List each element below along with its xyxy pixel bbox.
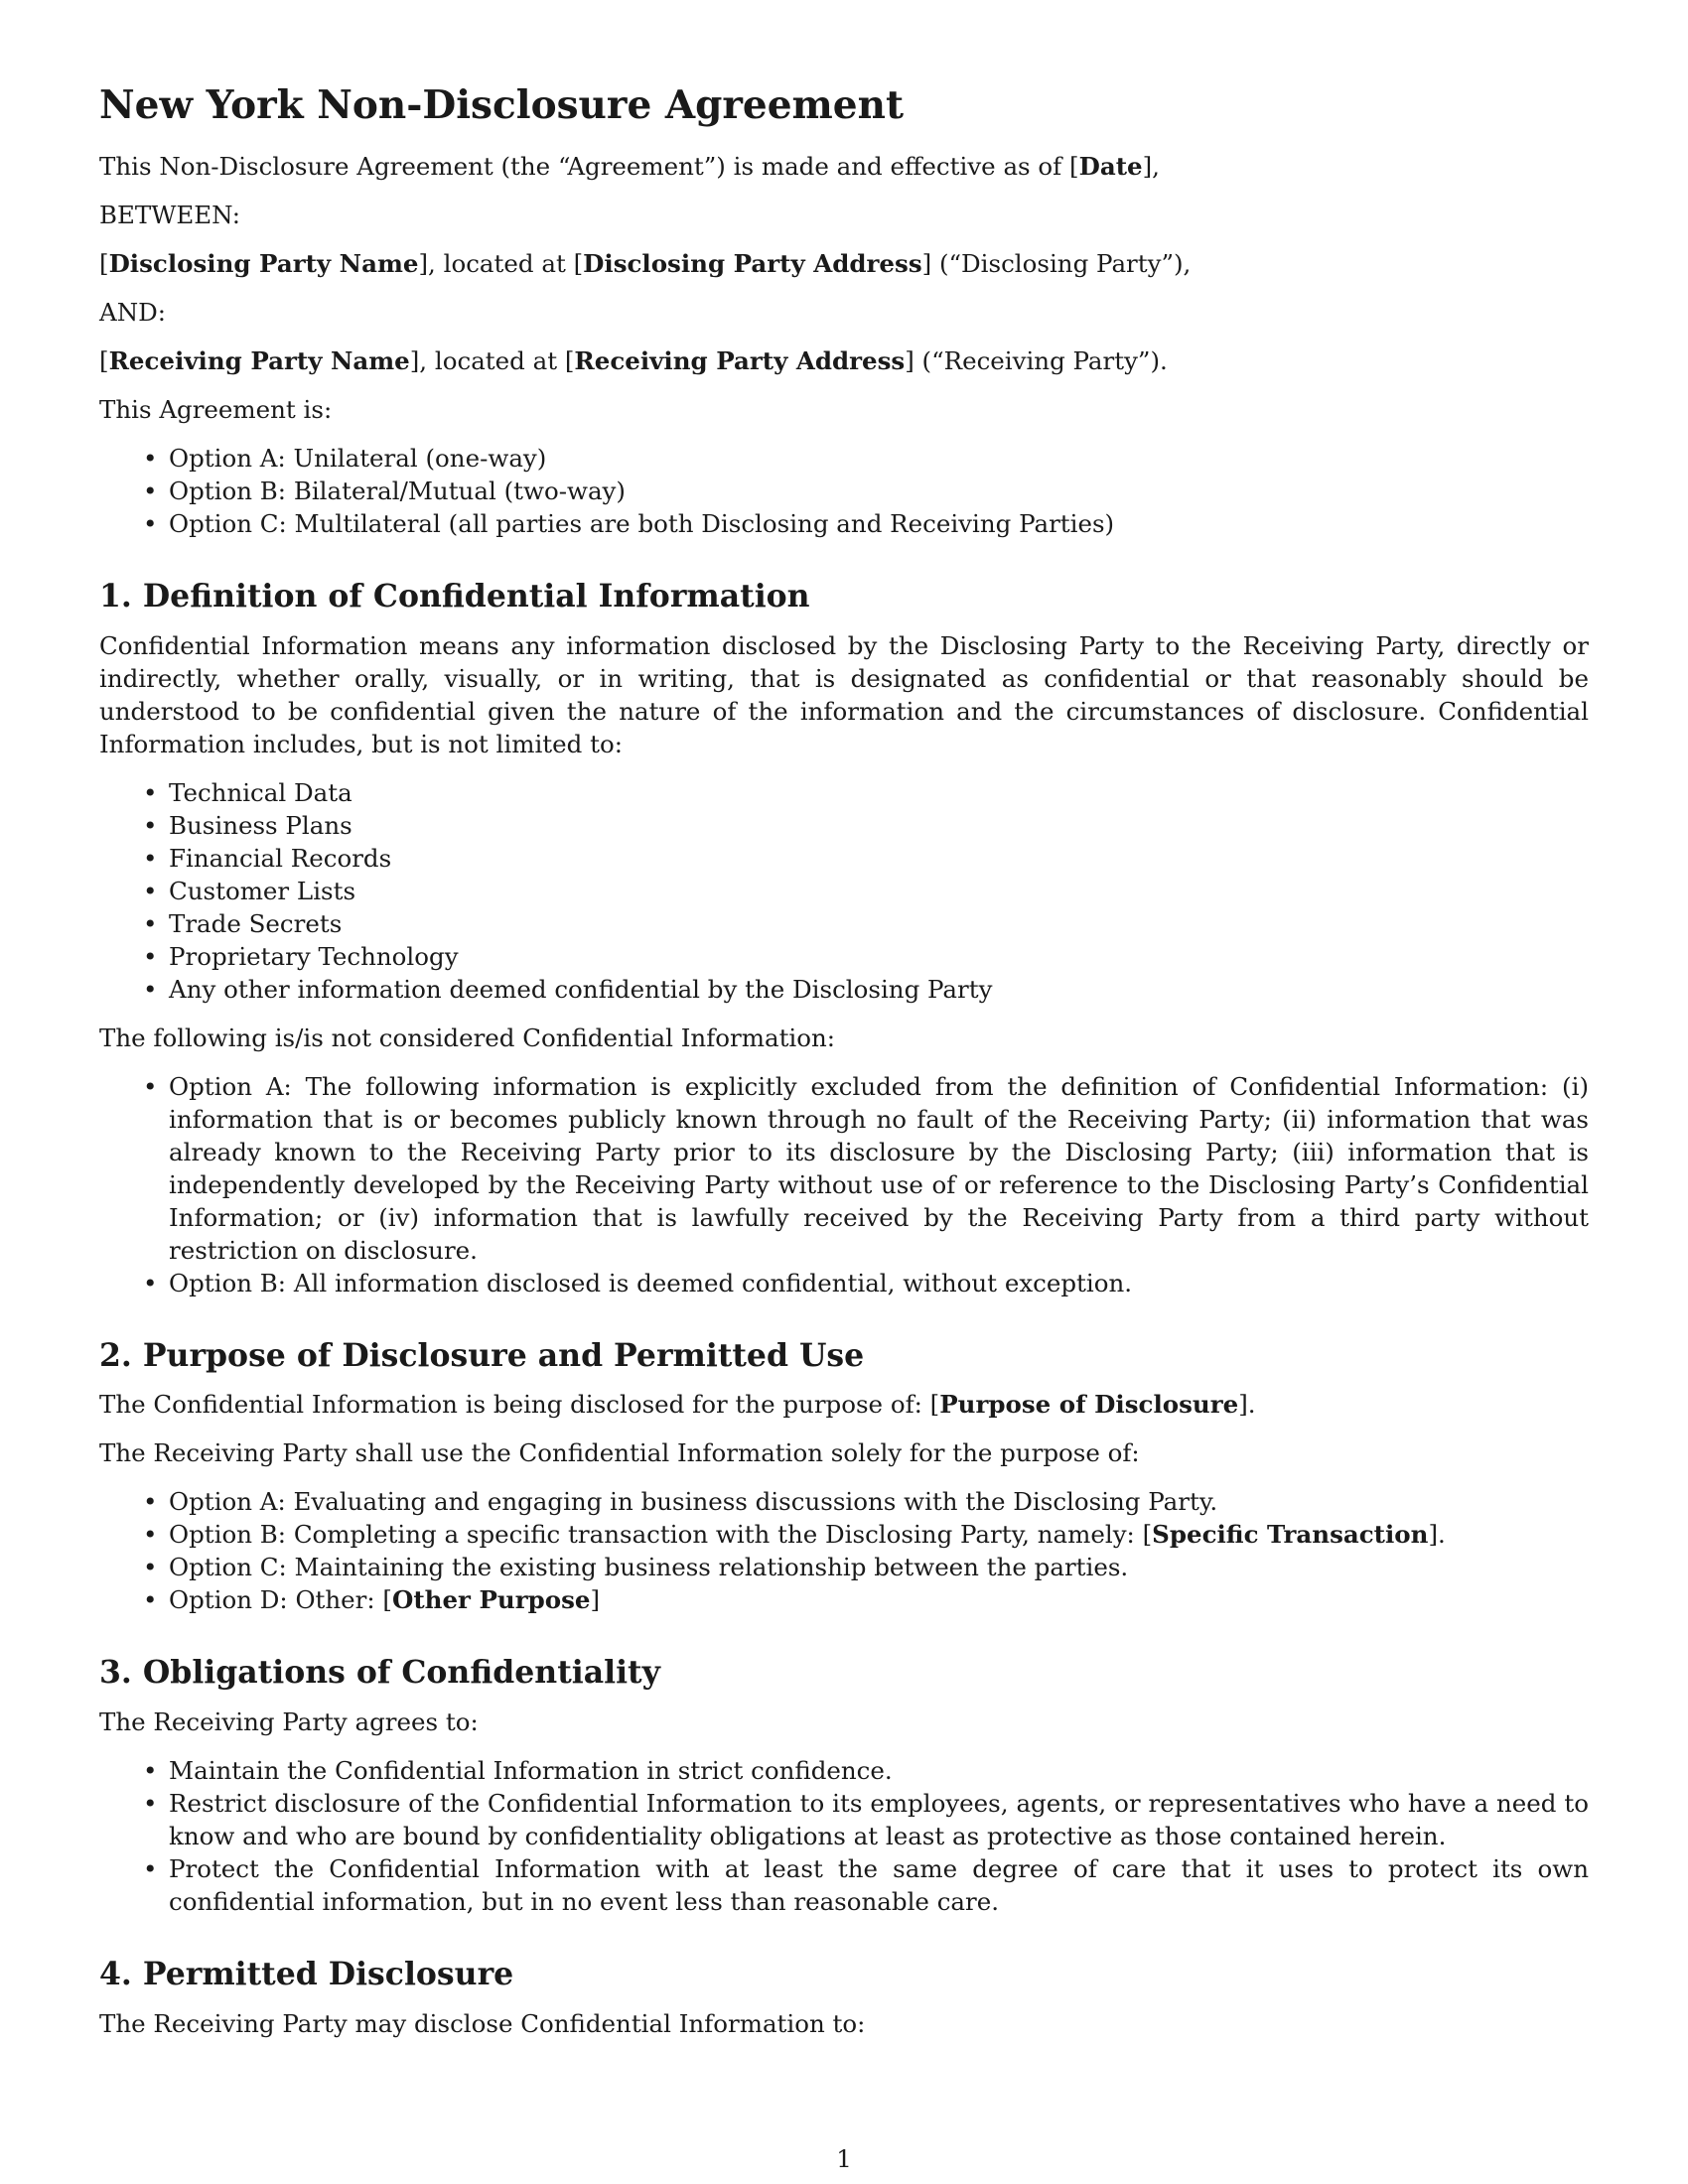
list-item: • Any other information deemed confidential by the Disclosing Party	[169, 973, 1589, 1006]
obligations-list	[99, 1754, 1589, 1918]
specific-transaction-field: Specific Transaction	[1152, 1520, 1429, 1550]
use-options-list	[99, 1485, 1589, 1616]
exclusion-options-list	[99, 1070, 1589, 1299]
list-item: • Customer Lists	[169, 875, 1589, 907]
section-4-intro: The Receiving Party may disclose Confidential Information to:	[99, 2009, 866, 2039]
disclosing-party-name-field: Disclosing Party Name	[108, 248, 419, 278]
list-item: • Option B: All information disclosed is deemed confidential, without exception.	[169, 1267, 1589, 1299]
section-3-heading: 3. Obligations of Confidentiality	[99, 1654, 660, 1692]
list-item: • Protect the Confidential Information with at least the same degree of care that it uses to protect its own confidential information, but in no event less than reasonable care.	[169, 1852, 1589, 1918]
confidential-items-list	[99, 776, 1589, 1006]
list-item: • Option C: Multilateral (all parties are both Disclosing and Receiving Parties)	[169, 507, 1589, 540]
document-page	[99, 83, 1589, 2056]
exclusions-intro: The following is/is not considered Confidential Information:	[99, 1023, 836, 1052]
list-item: • Option A: Unilateral (one-way)	[169, 442, 1589, 475]
agreement-type-intro: This Agreement is:	[99, 394, 333, 424]
purpose-paragraph: The Confidential Information is being disclosed for the purpose of: [Purpose of Disclosure].	[99, 1390, 1256, 1420]
list-item: • Business Plans	[169, 809, 1589, 842]
list-item: • Financial Records	[169, 842, 1589, 875]
section-4-heading: 4. Permitted Disclosure	[99, 1956, 514, 1993]
document-title: New York Non-Disclosure Agreement	[99, 82, 904, 128]
use-intro: The Receiving Party shall use the Confidential Information solely for the purpose of:	[99, 1438, 1140, 1468]
list-item: • Option B: Completing a specific transaction with the Disclosing Party, namely: [Specific Transaction].	[169, 1518, 1589, 1551]
disclosing-party-line: [Disclosing Party Name], located at [Disclosing Party Address] (“Disclosing Party”),	[99, 248, 1192, 278]
list-item: • Option A: Evaluating and engaging in business discussions with the Disclosing Party.	[169, 1485, 1589, 1518]
purpose-field: Purpose of Disclosure	[939, 1390, 1239, 1420]
receiving-party-line: [Receiving Party Name], located at [Receiving Party Address] (“Receiving Party”).	[99, 345, 1168, 375]
list-item: • Proprietary Technology	[169, 940, 1589, 973]
list-item: • Technical Data	[169, 776, 1589, 809]
agreement-type-list	[99, 442, 1589, 540]
and-label: AND:	[99, 297, 167, 327]
between-label: BETWEEN:	[99, 200, 240, 229]
list-item: • Option C: Maintaining the existing business relationship between the parties.	[169, 1551, 1589, 1583]
other-purpose-field: Other Purpose	[391, 1585, 591, 1615]
list-item: • Trade Secrets	[169, 907, 1589, 940]
list-item: • Maintain the Confidential Information in strict confidence.	[169, 1754, 1589, 1787]
section-3-intro: The Receiving Party agrees to:	[99, 1707, 479, 1737]
section-1-heading: 1. Definition of Confidential Information	[99, 577, 810, 614]
list-item: • Option B: Bilateral/Mutual (two-way)	[169, 475, 1589, 507]
disclosing-party-address-field: Disclosing Party Address	[583, 248, 922, 278]
page-number: 1	[836, 2144, 852, 2173]
date-field: Date	[1078, 151, 1143, 181]
section-2-heading: 2. Purpose of Disclosure and Permitted Use	[99, 1336, 865, 1374]
receiving-party-name-field: Receiving Party Name	[108, 345, 410, 375]
list-item: • Restrict disclosure of the Confidential Information to its employees, agents, or representatives who have a need to know and who are bound by confidentiality obligations at least as protective as those contained herein.	[169, 1787, 1589, 1852]
receiving-party-address-field: Receiving Party Address	[574, 345, 906, 375]
section-1-paragraph: Confidential Information means any information disclosed by the Disclosing Party to the Receiving Party, directly or indirectly, whether orally, visually, or in writing, that is designated as confidential or that reasonably should be understood to be confidential given the nature of the information and the circumstances of disclosure. Confidential Information includes, but is not limited to:	[99, 630, 1589, 758]
list-item: • Option A: The following information is explicitly excluded from the definition of Confidential Information: (i) information that is or becomes publicly known through no fault of the Receiving Party; (ii) information that was already known to the Receiving Party prior to its disclosure by the Disclosing Party; (iii) information that is independently developed by the Receiving Party without use of or reference to the Disclosing Party’s Confidential Information; or (iv) information that is lawfully received by the Receiving Party from a third party without restriction on disclosure.	[169, 1070, 1589, 1267]
intro-paragraph: This Non-Disclosure Agreement (the “Agreement”) is made and effective as of [Date],	[99, 151, 1160, 181]
list-item: • Option D: Other: [Other Purpose]	[169, 1583, 1589, 1616]
